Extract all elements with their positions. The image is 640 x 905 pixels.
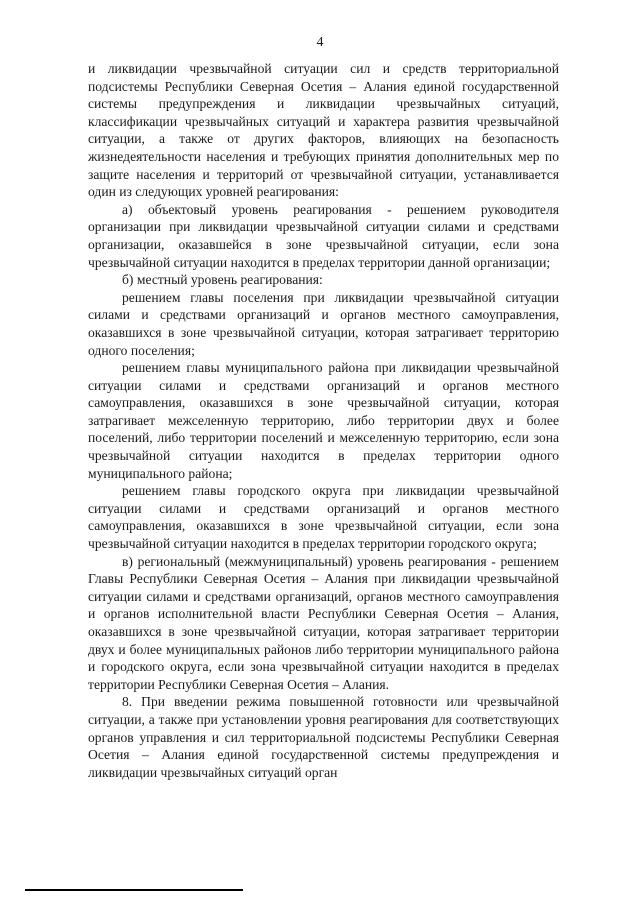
paragraph-object-level: а) объектовый уровень реагирования - решением руководителя организации при ликвидации чрезвычайной ситуации силами и средствами организации, оказавшейся в зоне чрезвычайной ситуации, если зона чрезвычайной ситуации находится в пределах территории данной организации; bbox=[88, 201, 559, 270]
paragraph-city-district-head: решением главы городского округа при ликвидации чрезвычайной ситуации силами и средствами организаций и органов местного самоуправления, оказавшихся в зоне чрезвычайной ситуации, если зона чрезвычайной ситуации находится в пределах территории городского округа; bbox=[88, 483, 559, 552]
paragraph-settlement-head: решением главы поселения при ликвидации чрезвычайной ситуации силами и средствами организаций и органов местного самоуправления, оказавшихся в зоне чрезвычайной ситуации, которая затрагивает территорию одного поселения; bbox=[88, 289, 559, 358]
paragraph-district-head: решением главы муниципального района при ликвидации чрезвычайной ситуации силами и средствами организаций и органов местного самоуправления, оказавшихся в зоне чрезвычайной ситуации, которая затрагивает межселенную территорию, либо территории двух и более поселений, либо территории поселений и межселенную территорию, если зона чрезвычайной ситуации находится в пределах территории одного муниципального района; bbox=[88, 360, 559, 481]
paragraph-item-8: 8. При введении режима повышенной готовности или чрезвычайной ситуации, а также при установлении уровня реагирования для соответствующих органов управления и сил территориальной подсистемы Республики Северная Осетия – Алания единой государственной системы предупреждения и ликвидации чрезвычайных ситуаций орган bbox=[88, 694, 559, 780]
paragraph-regional-level: в) региональный (межмуниципальный) уровень реагирования - решением Главы Республики Северная Осетия – Алания при ликвидации чрезвычайной ситуации силами и средствами организаций, органов местного самоуправления и органов исполнительной власти Республики Северная Осетия – Алания, оказавшихся в зоне чрезвычайной ситуации, которая затрагивает территории двух и более муниципальных районов либо территории муниципального района и городского округа, если зона чрезвычайной ситуации находится в пределах территории Республики Северная Осетия – Алания. bbox=[88, 553, 559, 692]
document-body bbox=[88, 60, 559, 781]
footer-rule bbox=[25, 889, 243, 891]
paragraph-local-level-heading: б) местный уровень реагирования: bbox=[122, 272, 323, 288]
page-number: 4 bbox=[316, 35, 324, 50]
paragraph-intro-continuation: и ликвидации чрезвычайной ситуации сил и средств территориальной подсистемы Республики Северная Осетия – Алания единой государственной системы предупреждения и ликвидации чрезвычайных ситуаций, классификации чрезвычайных ситуаций и характера развития чрезвычайной ситуации, а также от других факторов, влияющих на безопасность жизнедеятельности населения и требующих принятия дополнительных мер по защите населения и территорий от чрезвычайной ситуации, устанавливается один из следующих уровней реагирования: bbox=[88, 61, 559, 200]
